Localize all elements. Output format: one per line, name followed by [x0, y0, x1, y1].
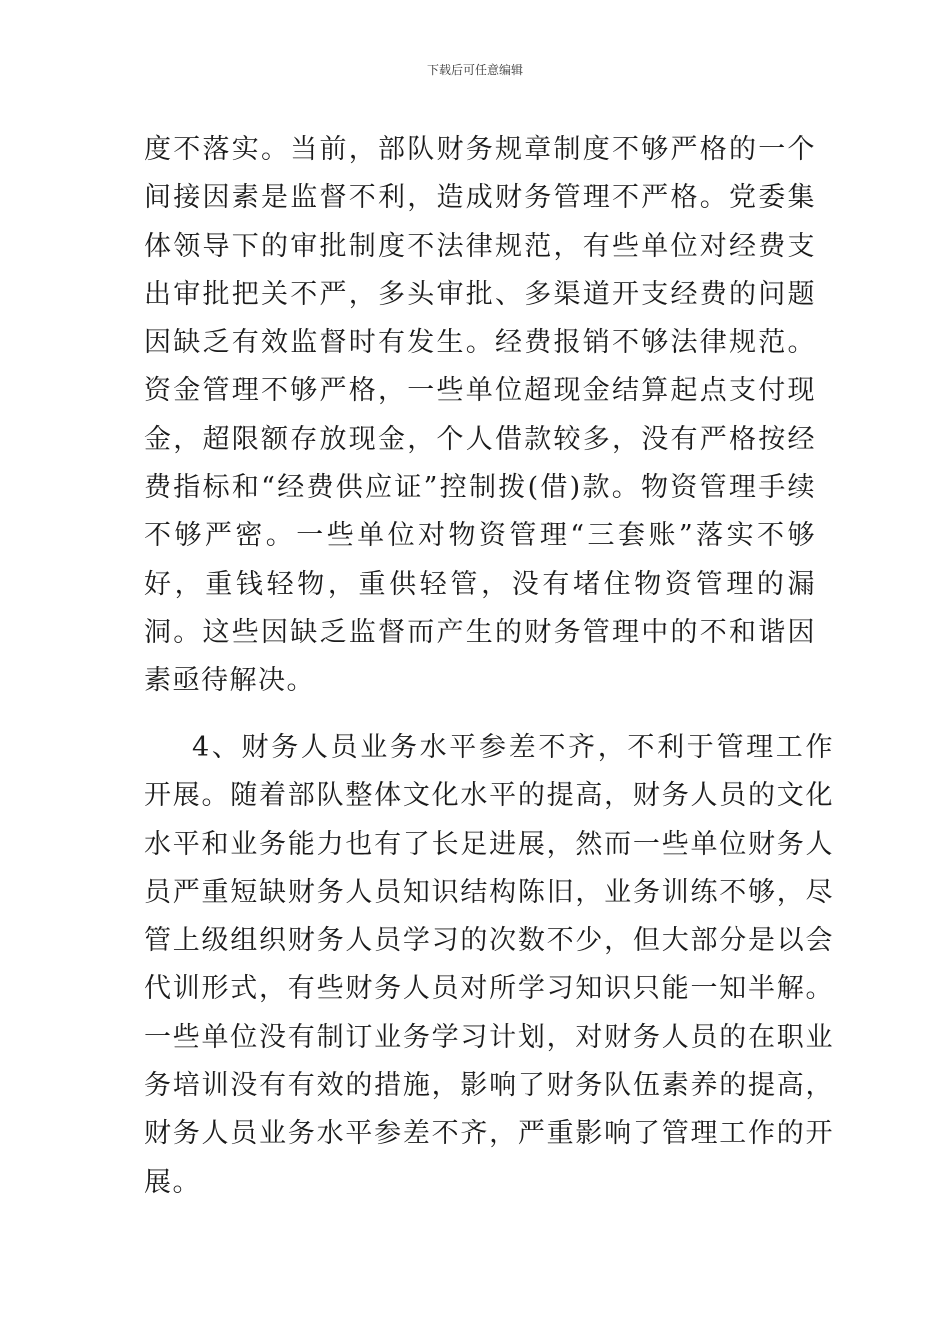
paragraph-staff-skill-level: 4、财务人员业务水平参差不齐，不利于管理工作开展。随着部队整体文化水平的提高，财务人员的文化水平和业务能力也有了长足进展，然而一些单位财务人员严重短缺财务人员知识结构陈旧，业务训练不够，尽管上级组织财务人员学习的次数不少，但大部分是以会代训形式，有些财务人员对所学习知识只能一知半解。一些单位没有制订业务学习计划，对财务人员的在职业务培训没有有效的措施，影响了财务队伍素养的提高，财务人员业务水平参差不齐，严重影响了管理工作的开展。 [144, 732, 834, 1198]
paragraph-financial-supervision: 度不落实。当前，部队财务规章制度不够严格的一个间接因素是监督不利，造成财务管理不严格。党委集体领导下的审批制度不法律规范，有些单位对经费支出审批把关不严，多头审批、多渠道开支经费的问题因缺乏有效监督时有发生。经费报销不够法律规范。资金管理不够严格，一些单位超现金结算起点支付现金，超限额存放现金，个人借款较多，没有严格按经费指标和“经费供应证”控制拨(借)款。物资管理手续不够严密。一些单位对物资管理“三套账”落实不够好，重钱轻物，重供轻管，没有堵住物资管理的漏洞。这些因缺乏监督而产生的财务管理中的不和谐因素亟待解决。 [144, 134, 816, 697]
page-header: 下载后可任意编辑 [426, 63, 523, 77]
